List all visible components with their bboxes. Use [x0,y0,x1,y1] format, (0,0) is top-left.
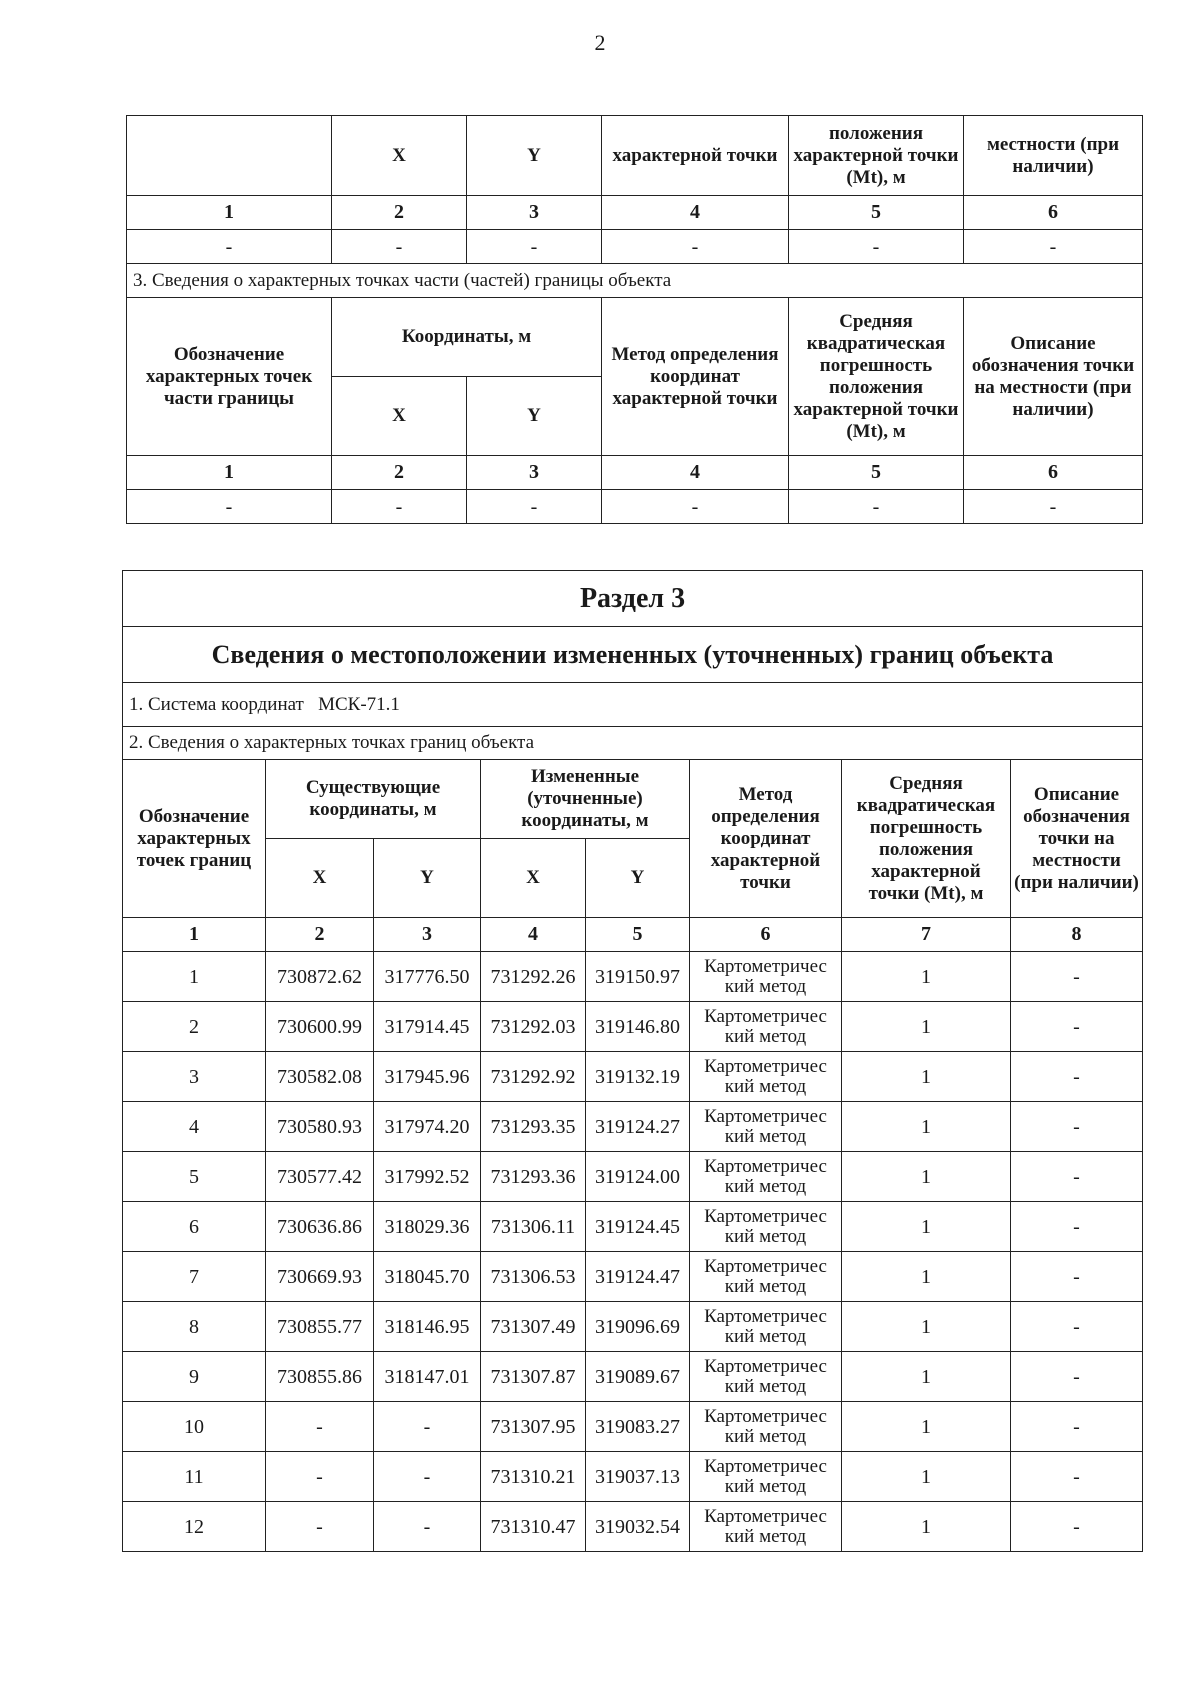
table-cell: Картометричес кий метод [690,1102,842,1152]
table-cell: 10 [123,1402,266,1452]
table-cell: 9 [123,1352,266,1402]
table-row [123,1252,1143,1302]
table-row [123,952,1143,1002]
table-cell: 7 [123,1252,266,1302]
table-cell: - [1011,1152,1143,1202]
table-cell: 319124.00 [586,1152,690,1202]
table-cell: 731310.47 [481,1502,586,1552]
table-cell: 1 [842,1152,1011,1202]
table-cell: 2 [123,1002,266,1052]
table-cell: 730600.99 [266,1002,374,1052]
designation-header: Обозначение характерных точек части границы [127,298,332,456]
table-cell: - [1011,1052,1143,1102]
table-cell: 731293.36 [481,1152,586,1202]
table-cell: - [1011,1002,1143,1052]
points-title-row [123,727,1143,760]
table-cell: 1 [123,952,266,1002]
header-cell: Y [467,116,602,196]
column-number: 8 [1011,918,1143,952]
table-row [123,1152,1143,1202]
table-cell: - [602,490,789,524]
column-number: 1 [127,456,332,490]
changed-coords-header: Измененные (уточненные) координаты, м [481,760,690,839]
table-cell: - [1011,1302,1143,1352]
table-cell: - [1011,1252,1143,1302]
column-number: 4 [481,918,586,952]
column-number-row [127,196,1143,230]
table-cell: 317992.52 [374,1152,481,1202]
table-cell: 1 [842,1452,1011,1502]
column-number: 3 [467,456,602,490]
coord-system-row [123,683,1143,727]
table-cell: 318029.36 [374,1202,481,1252]
table-row [127,230,1143,264]
table-cell: 319124.45 [586,1202,690,1252]
table-cell: 731292.03 [481,1002,586,1052]
table-row [123,1202,1143,1252]
column-number: 1 [127,196,332,230]
table-cell: 319124.47 [586,1252,690,1302]
x-header: X [332,377,467,456]
table-cell: - [964,230,1143,264]
table-cell: - [127,230,332,264]
table-cell: 731306.53 [481,1252,586,1302]
x-header: X [481,839,586,918]
table-cell: 317945.96 [374,1052,481,1102]
column-number: 4 [602,456,789,490]
table-cell: - [467,490,602,524]
error-header: Средняя квадратическая погрешность положения характерной точки (Mt), м [789,298,964,456]
table-cell: 319083.27 [586,1402,690,1452]
table-cell: - [964,490,1143,524]
table-row [123,1452,1143,1502]
part-boundary-title: 3. Сведения о характерных точках части (частей) границы объекта [127,264,1143,298]
table-cell: 731310.21 [481,1452,586,1502]
table-cell: 3 [123,1052,266,1102]
column-number: 6 [964,196,1143,230]
section3-table [122,570,1143,1552]
table-cell: 1 [842,1252,1011,1302]
header-cell: положения характерной точки (Mt), м [789,116,964,196]
table-cell: 317974.20 [374,1102,481,1152]
table-row [123,1002,1143,1052]
table-cell: Картометричес кий метод [690,1252,842,1302]
table-cell: Картометричес кий метод [690,1452,842,1502]
table-cell: 1 [842,1202,1011,1252]
table-cell: 730872.62 [266,952,374,1002]
table-cell: Картометричес кий метод [690,1502,842,1552]
column-number: 5 [789,196,964,230]
description-header: Описание обозначения точки на местности (при наличии) [964,298,1143,456]
table-cell: Картометричес кий метод [690,1002,842,1052]
table-cell: 319124.27 [586,1102,690,1152]
table-cell: 731293.35 [481,1102,586,1152]
column-number: 4 [602,196,789,230]
table-cell: 1 [842,1352,1011,1402]
table-cell: 1 [842,952,1011,1002]
x-header: X [266,839,374,918]
points-title: 2. Сведения о характерных точках границ объекта [123,727,1143,760]
table-cell: 1 [842,1002,1011,1052]
table-cell: 319132.19 [586,1052,690,1102]
table-cell: Картометричес кий метод [690,1402,842,1452]
header-cell [127,116,332,196]
column-number: 5 [789,456,964,490]
table-cell: 1 [842,1402,1011,1452]
table-cell: 8 [123,1302,266,1352]
column-number-row [127,456,1143,490]
table-cell: 731307.49 [481,1302,586,1352]
table-cell: 319032.54 [586,1502,690,1552]
method-header: Метод определения координат характерной точки [602,298,789,456]
table-cell: 730636.86 [266,1202,374,1252]
table-cell: 4 [123,1102,266,1152]
table-row [123,1052,1143,1102]
y-header: Y [374,839,481,918]
table-cell: 5 [123,1152,266,1202]
column-number: 3 [374,918,481,952]
column-number: 2 [266,918,374,952]
table-cell: 730580.93 [266,1102,374,1152]
table-cell: 731292.26 [481,952,586,1002]
section-subtitle: Сведения о местоположении измененных (уточненных) границ объекта [123,627,1143,683]
column-number: 2 [332,196,467,230]
table-cell: 319037.13 [586,1452,690,1502]
table-cell: 318146.95 [374,1302,481,1352]
header-cell: X [332,116,467,196]
table-cell: - [266,1502,374,1552]
table-cell: 730669.93 [266,1252,374,1302]
section-title: Раздел 3 [123,571,1143,627]
header-cell: характерной точки [602,116,789,196]
table-cell: Картометричес кий метод [690,1302,842,1352]
coords-header: Координаты, м [332,298,602,377]
table-cell: Картометричес кий метод [690,1202,842,1252]
table-cell: 730577.42 [266,1152,374,1202]
table-cell: 319096.69 [586,1302,690,1352]
table-cell: 1 [842,1302,1011,1352]
table-row [123,1402,1143,1452]
table-row [123,1102,1143,1152]
section-subtitle-row [123,627,1143,683]
table-cell: 1 [842,1102,1011,1152]
table-cell: - [127,490,332,524]
table-cell: - [789,490,964,524]
table-cell: - [789,230,964,264]
top-continuation-table [126,115,1143,524]
table-cell: - [266,1452,374,1502]
header-cell: местности (при наличии) [964,116,1143,196]
y-header: Y [586,839,690,918]
method-header: Метод определения координат характерной точки [690,760,842,918]
table-cell: 319150.97 [586,952,690,1002]
column-number-row [123,918,1143,952]
points-body [123,952,1143,1552]
table-row [123,1302,1143,1352]
table-cell: - [266,1402,374,1452]
table-cell: Картометричес кий метод [690,1052,842,1102]
column-number: 6 [690,918,842,952]
table-cell: 319089.67 [586,1352,690,1402]
table-cell: 317776.50 [374,952,481,1002]
table-cell: Картометричес кий метод [690,952,842,1002]
table-cell: - [602,230,789,264]
table-cell: 730582.08 [266,1052,374,1102]
table-cell: - [1011,1402,1143,1452]
column-number: 6 [964,456,1143,490]
table-cell: - [1011,1202,1143,1252]
error-header: Средняя квадратическая погрешность положения характерной точки (Mt), м [842,760,1011,918]
table-cell: - [374,1402,481,1452]
section-title-row [127,264,1143,298]
designation-header: Обозначение характерных точек границ [123,760,266,918]
table-cell: - [467,230,602,264]
table-cell: - [1011,1502,1143,1552]
table-cell: 6 [123,1202,266,1252]
table-cell: 731307.95 [481,1402,586,1452]
table-cell: - [1011,1102,1143,1152]
table-cell: 12 [123,1502,266,1552]
column-number: 2 [332,456,467,490]
table-cell: 731307.87 [481,1352,586,1402]
table-cell: 318045.70 [374,1252,481,1302]
table-cell: 731292.92 [481,1052,586,1102]
table-cell: 731306.11 [481,1202,586,1252]
table-cell: - [374,1452,481,1502]
description-header: Описание обозначения точки на местности (при наличии) [1011,760,1143,918]
table-cell: - [1011,1352,1143,1402]
table-cell: - [1011,1452,1143,1502]
table-row [123,1502,1143,1552]
table-header-row [123,760,1143,839]
table-cell: Картометричес кий метод [690,1352,842,1402]
table-cell: 318147.01 [374,1352,481,1402]
y-header: Y [467,377,602,456]
column-number: 3 [467,196,602,230]
coord-system: 1. Система координат МСК-71.1 [123,683,1143,727]
column-number: 5 [586,918,690,952]
table-row [123,1352,1143,1402]
column-number: 7 [842,918,1011,952]
table-cell: 319146.80 [586,1002,690,1052]
table-cell: 730855.77 [266,1302,374,1352]
table-header-row [127,116,1143,196]
table-cell: - [1011,952,1143,1002]
table-cell: - [332,490,467,524]
table-cell: - [332,230,467,264]
table-cell: 317914.45 [374,1002,481,1052]
table-row [127,490,1143,524]
section-title-row [123,571,1143,627]
table-cell: 11 [123,1452,266,1502]
table-cell: - [374,1502,481,1552]
table-cell: 1 [842,1052,1011,1102]
table-cell: 730855.86 [266,1352,374,1402]
column-number: 1 [123,918,266,952]
page-number: 2 [594,30,606,55]
table-header-row [127,298,1143,377]
table-cell: 1 [842,1502,1011,1552]
existing-coords-header: Существующие координаты, м [266,760,481,839]
table-cell: Картометричес кий метод [690,1152,842,1202]
